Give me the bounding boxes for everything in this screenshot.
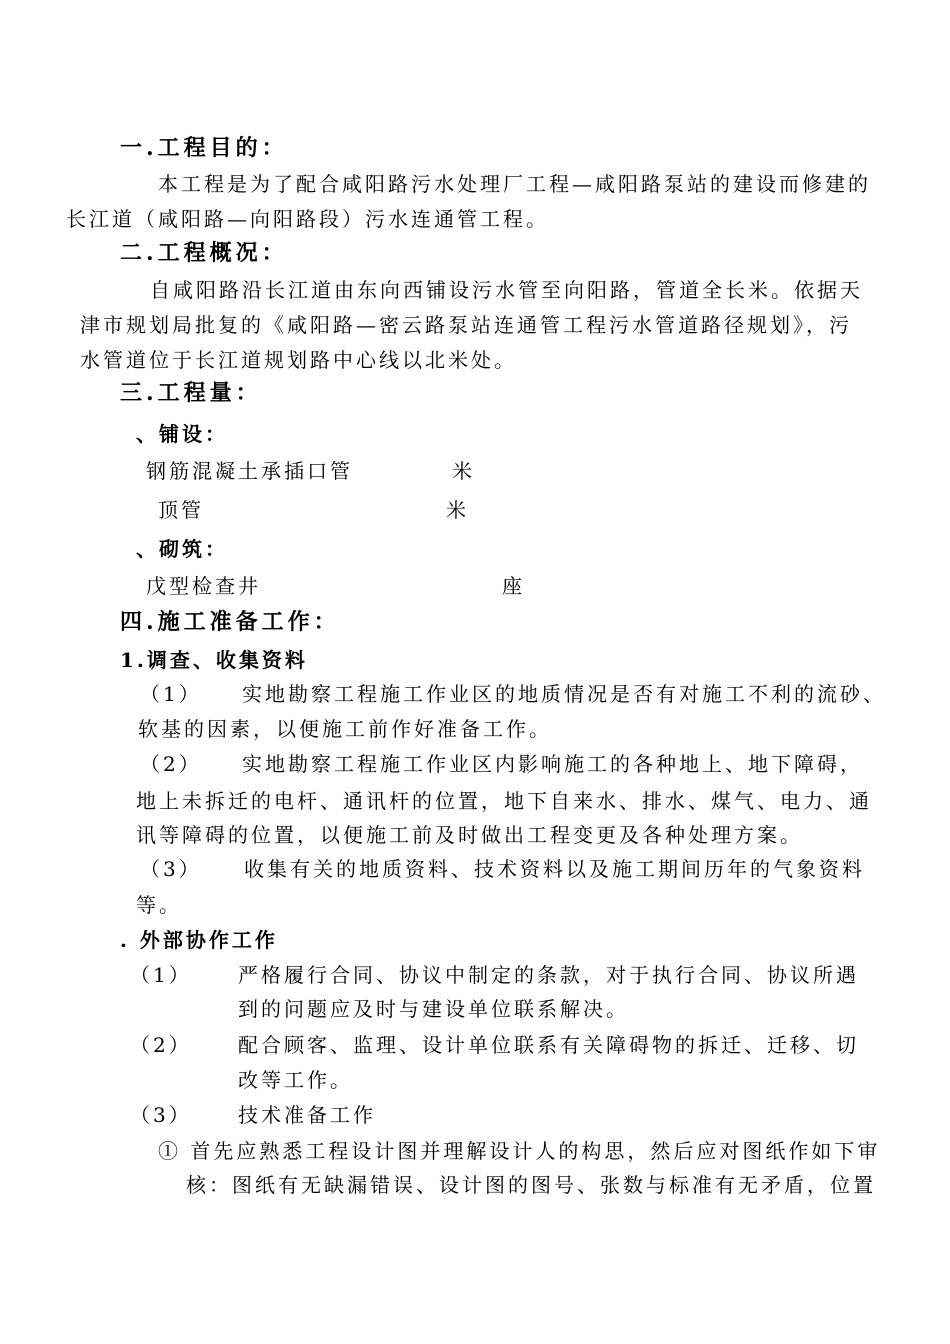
section-2-paragraph-line: 津市规划局批复的《咸阳路—密云路泵站连通管工程污水管道路径规划》，污 <box>80 313 852 337</box>
list-text: 配合顾客、监理、设计单位联系有关障碍物的拆迁、迁移、切 <box>238 1033 859 1057</box>
list-text: 实地勘察工程施工作业区内影响施工的各种地上、地下障碍， <box>242 752 863 776</box>
item-name: 戊型检查井 <box>146 574 261 598</box>
item-name: 顶管 <box>158 498 204 522</box>
list-text: 改等工作。 <box>238 1068 353 1092</box>
section-3-heading: 三.工程量： <box>120 380 262 406</box>
list-text: 软基的因素，以便施工前作好准备工作。 <box>138 717 552 741</box>
list-number: （2） <box>130 1033 192 1057</box>
laying-subheading: 、铺设： <box>136 422 228 446</box>
subsection-heading: . 外部协作工作 <box>120 928 278 952</box>
item-unit: 米 <box>446 498 469 522</box>
section-1-paragraph-line: 本工程是为了配合咸阳路污水处理厂工程—咸阳路泵站的建设而修建的 <box>158 172 871 196</box>
subsection-heading: 1.调查、收集资料 <box>120 648 308 672</box>
list-text: 严格履行合同、协议中制定的条款，对于执行合同、协议所遇 <box>238 963 859 987</box>
section-1-paragraph-line: 长江道（咸阳路—向阳路段）污水连通管工程。 <box>66 207 549 231</box>
list-text: 实地勘察工程施工作业区的地质情况是否有对施工不利的流砂、 <box>242 682 886 706</box>
section-2-paragraph-line: 自咸阳路沿长江道由东向西铺设污水管至向阳路，管道全长米。依据天 <box>150 278 863 302</box>
item-unit: 米 <box>452 459 475 483</box>
masonry-subheading: 、砌筑： <box>136 537 228 561</box>
list-number: （1） <box>130 963 192 987</box>
section-2-heading: 二.工程概况： <box>120 240 288 266</box>
list-text: 技术准备工作 <box>238 1103 376 1127</box>
numbered-paragraph-line: 核：图纸有无缺漏错误、设计图的图号、张数与标准有无矛盾，位置 <box>186 1173 876 1197</box>
section-4-heading: 四.施工准备工作： <box>120 609 340 635</box>
list-text: 收集有关的地质资料、技术资料以及施工期间历年的气象资料 <box>244 857 865 881</box>
item-unit: 座 <box>502 574 525 598</box>
section-2-paragraph-line: 水管道位于长江道规划路中心线以北米处。 <box>80 348 517 372</box>
list-number: （3） <box>140 857 202 881</box>
list-text: 讯等障碍的位置，以便施工前及时做出工程变更及各种处理方案。 <box>136 823 803 847</box>
list-number: （3） <box>130 1103 192 1127</box>
list-number: （2） <box>140 752 202 776</box>
numbered-paragraph-line: ① 首先应熟悉工程设计图并理解设计人的构思，然后应对图纸作如下审 <box>158 1139 881 1163</box>
list-number: （1） <box>140 682 202 706</box>
list-text: 等。 <box>136 893 182 917</box>
item-name: 钢筋混凝土承插口管 <box>146 459 353 483</box>
section-1-heading: 一.工程目的： <box>120 135 288 161</box>
list-text: 地上未拆迁的电杆、通讯杆的位置，地下自来水、排水、煤气、电力、通 <box>136 789 872 813</box>
list-text: 到的问题应及时与建设单位联系解决。 <box>238 997 629 1021</box>
